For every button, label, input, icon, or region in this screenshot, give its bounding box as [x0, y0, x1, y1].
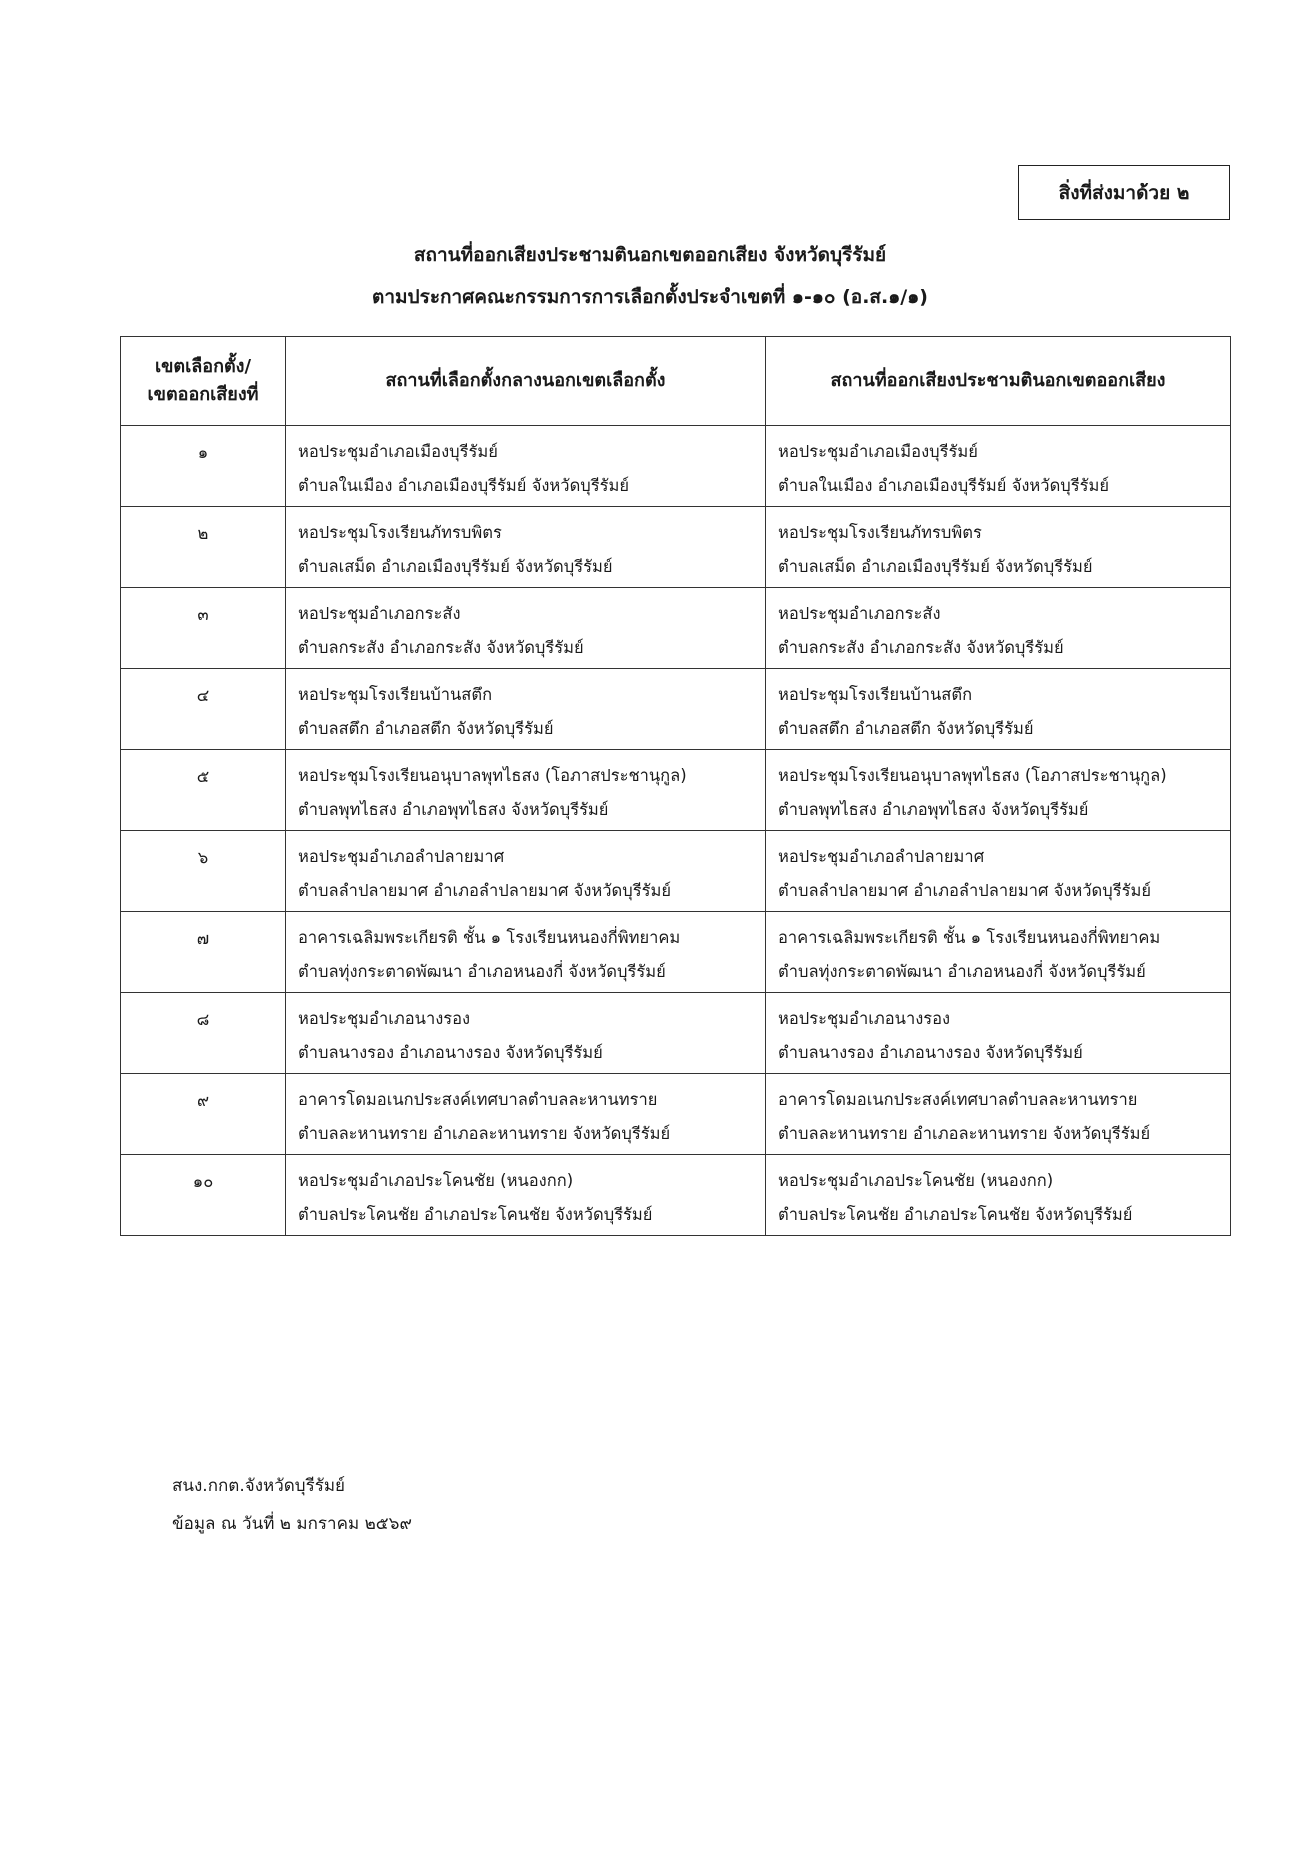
- referendum-place-name: อาคารเฉลิมพระเกียรติ ชั้น ๑ โรงเรียนหนองกี่พิทยาคม: [778, 928, 1161, 947]
- referendum-place-address: ตำบลทุ่งกระตาดพัฒนา อำเภอหนองกี่ จังหวัดบุรีรัมย์: [778, 961, 1146, 981]
- row-number: ๕: [121, 750, 286, 831]
- central-place-name: หอประชุมอำเภอเมืองบุรีรัมย์: [298, 442, 498, 461]
- referendum-place-address: ตำบลสตึก อำเภอสตึก จังหวัดบุรีรัมย์: [778, 718, 1034, 738]
- row-number: ๖: [121, 831, 286, 912]
- central-place-cell: [286, 426, 766, 507]
- row-number: ๓: [121, 588, 286, 669]
- table-row: [121, 588, 1231, 669]
- referendum-place-name: หอประชุมอำเภอประโคนชัย (หนองกก): [778, 1171, 1054, 1190]
- footer-date: ข้อมูล ณ วันที่ ๒ มกราคม ๒๕๖๙: [172, 1514, 412, 1534]
- referendum-place-address: ตำบลพุทไธสง อำเภอพุทไธสง จังหวัดบุรีรัมย์: [778, 799, 1089, 819]
- central-place-address: ตำบลประโคนชัย อำเภอประโคนชัย จังหวัดบุรีรัมย์: [298, 1204, 653, 1224]
- central-place-cell: [286, 831, 766, 912]
- referendum-place-address: ตำบลละหานทราย อำเภอละหานทราย จังหวัดบุรีรัมย์: [778, 1123, 1151, 1143]
- central-place-cell: [286, 750, 766, 831]
- referendum-place-cell: [766, 1155, 1231, 1236]
- attachment-label: [1018, 165, 1230, 220]
- referendum-place-name: หอประชุมอำเภอกระสัง: [778, 604, 941, 623]
- referendum-place-cell: [766, 750, 1231, 831]
- central-place-address: ตำบลละหานทราย อำเภอละหานทราย จังหวัดบุรีรัมย์: [298, 1123, 671, 1143]
- attachment-label-text: สิ่งที่ส่งมาด้วย ๒: [1058, 181, 1190, 204]
- central-place-name: หอประชุมโรงเรียนบ้านสตึก: [298, 685, 493, 704]
- table-row: [121, 831, 1231, 912]
- central-place-address: ตำบลเสม็ด อำเภอเมืองบุรีรัมย์ จังหวัดบุรีรัมย์: [298, 556, 613, 576]
- header-district-line2: เขตออกเสียงที่: [147, 384, 259, 405]
- table-row: [121, 426, 1231, 507]
- referendum-place-address: ตำบลนางรอง อำเภอนางรอง จังหวัดบุรีรัมย์: [778, 1042, 1083, 1062]
- referendum-place-name: หอประชุมโรงเรียนภัทรบพิตร: [778, 523, 982, 542]
- central-place-address: ตำบลพุทไธสง อำเภอพุทไธสง จังหวัดบุรีรัมย์: [298, 799, 609, 819]
- central-place-cell: [286, 1074, 766, 1155]
- row-number: ๑: [121, 426, 286, 507]
- central-place-cell: [286, 669, 766, 750]
- referendum-place-cell: [766, 912, 1231, 993]
- referendum-place-address: ตำบลประโคนชัย อำเภอประโคนชัย จังหวัดบุรีรัมย์: [778, 1204, 1133, 1224]
- table-body: [121, 426, 1231, 1236]
- header-district-line1: เขตเลือกตั้ง/: [154, 356, 252, 378]
- central-place-cell: [286, 588, 766, 669]
- row-number: ๒: [121, 507, 286, 588]
- row-number: ๘: [121, 993, 286, 1074]
- referendum-place-address: ตำบลเสม็ด อำเภอเมืองบุรีรัมย์ จังหวัดบุรีรัมย์: [778, 556, 1093, 576]
- central-place-address: ตำบลทุ่งกระตาดพัฒนา อำเภอหนองกี่ จังหวัดบุรีรัมย์: [298, 961, 666, 981]
- referendum-place-name: หอประชุมอำเภอเมืองบุรีรัมย์: [778, 442, 978, 461]
- central-place-cell: [286, 1155, 766, 1236]
- header-central-place: สถานที่เลือกตั้งกลางนอกเขตเลือกตั้ง: [286, 337, 766, 426]
- central-place-address: ตำบลในเมือง อำเภอเมืองบุรีรัมย์ จังหวัดบุรีรัมย์: [298, 475, 630, 495]
- polling-places-table: [120, 336, 1231, 1236]
- referendum-place-address: ตำบลลำปลายมาศ อำเภอลำปลายมาศ จังหวัดบุรีรัมย์: [778, 880, 1151, 900]
- referendum-place-name: หอประชุมโรงเรียนบ้านสตึก: [778, 685, 973, 704]
- referendum-place-cell: [766, 831, 1231, 912]
- row-number: ๔: [121, 669, 286, 750]
- header-district: [121, 337, 286, 426]
- central-place-address: ตำบลลำปลายมาศ อำเภอลำปลายมาศ จังหวัดบุรีรัมย์: [298, 880, 671, 900]
- central-place-name: หอประชุมอำเภอกระสัง: [298, 604, 461, 623]
- footer-office: สนง.กกต.จังหวัดบุรีรัมย์: [172, 1476, 346, 1496]
- referendum-place-name: หอประชุมอำเภอนางรอง: [778, 1009, 951, 1028]
- central-place-name: หอประชุมอำเภอนางรอง: [298, 1009, 471, 1028]
- central-place-address: ตำบลสตึก อำเภอสตึก จังหวัดบุรีรัมย์: [298, 718, 554, 738]
- referendum-place-name: หอประชุมโรงเรียนอนุบาลพุทไธสง (โอภาสประชานุกูล): [778, 766, 1167, 785]
- central-place-name: หอประชุมอำเภอประโคนชัย (หนองกก): [298, 1171, 574, 1190]
- referendum-place-cell: [766, 507, 1231, 588]
- central-place-address: ตำบลนางรอง อำเภอนางรอง จังหวัดบุรีรัมย์: [298, 1042, 603, 1062]
- central-place-name: หอประชุมโรงเรียนอนุบาลพุทไธสง (โอภาสประชานุกูล): [298, 766, 687, 785]
- central-place-cell: [286, 912, 766, 993]
- row-number: ๙: [121, 1074, 286, 1155]
- row-number: ๗: [121, 912, 286, 993]
- central-place-name: อาคารเฉลิมพระเกียรติ ชั้น ๑ โรงเรียนหนองกี่พิทยาคม: [298, 928, 681, 947]
- central-place-name: อาคารโดมอเนกประสงค์เทศบาลตำบลละหานทราย: [298, 1090, 658, 1109]
- central-place-name: หอประชุมอำเภอลำปลายมาศ: [298, 847, 505, 866]
- referendum-place-address: ตำบลกระสัง อำเภอกระสัง จังหวัดบุรีรัมย์: [778, 637, 1064, 657]
- table-header-row: [121, 337, 1231, 426]
- central-place-address: ตำบลกระสัง อำเภอกระสัง จังหวัดบุรีรัมย์: [298, 637, 584, 657]
- row-number: ๑๐: [121, 1155, 286, 1236]
- central-place-cell: [286, 507, 766, 588]
- header-referendum-place: สถานที่ออกเสียงประชามตินอกเขตออกเสียง: [766, 337, 1231, 426]
- referendum-place-cell: [766, 669, 1231, 750]
- table-row: [121, 912, 1231, 993]
- central-place-cell: [286, 993, 766, 1074]
- referendum-place-name: อาคารโดมอเนกประสงค์เทศบาลตำบลละหานทราย: [778, 1090, 1138, 1109]
- table-row: [121, 993, 1231, 1074]
- document-subtitle: ตามประกาศคณะกรรมการการเลือกตั้งประจำเขตที่ ๑-๑๐ (อ.ส.๑/๑): [372, 286, 928, 308]
- table-row: [121, 1155, 1231, 1236]
- table-row: [121, 507, 1231, 588]
- table-row: [121, 750, 1231, 831]
- referendum-place-address: ตำบลในเมือง อำเภอเมืองบุรีรัมย์ จังหวัดบุรีรัมย์: [778, 475, 1110, 495]
- referendum-place-cell: [766, 993, 1231, 1074]
- central-place-name: หอประชุมโรงเรียนภัทรบพิตร: [298, 523, 502, 542]
- document-title: สถานที่ออกเสียงประชามตินอกเขตออกเสียง จังหวัดบุรีรัมย์: [413, 244, 887, 266]
- referendum-place-cell: [766, 426, 1231, 507]
- referendum-place-cell: [766, 1074, 1231, 1155]
- referendum-place-cell: [766, 588, 1231, 669]
- referendum-place-name: หอประชุมอำเภอลำปลายมาศ: [778, 847, 985, 866]
- table-row: [121, 669, 1231, 750]
- table-row: [121, 1074, 1231, 1155]
